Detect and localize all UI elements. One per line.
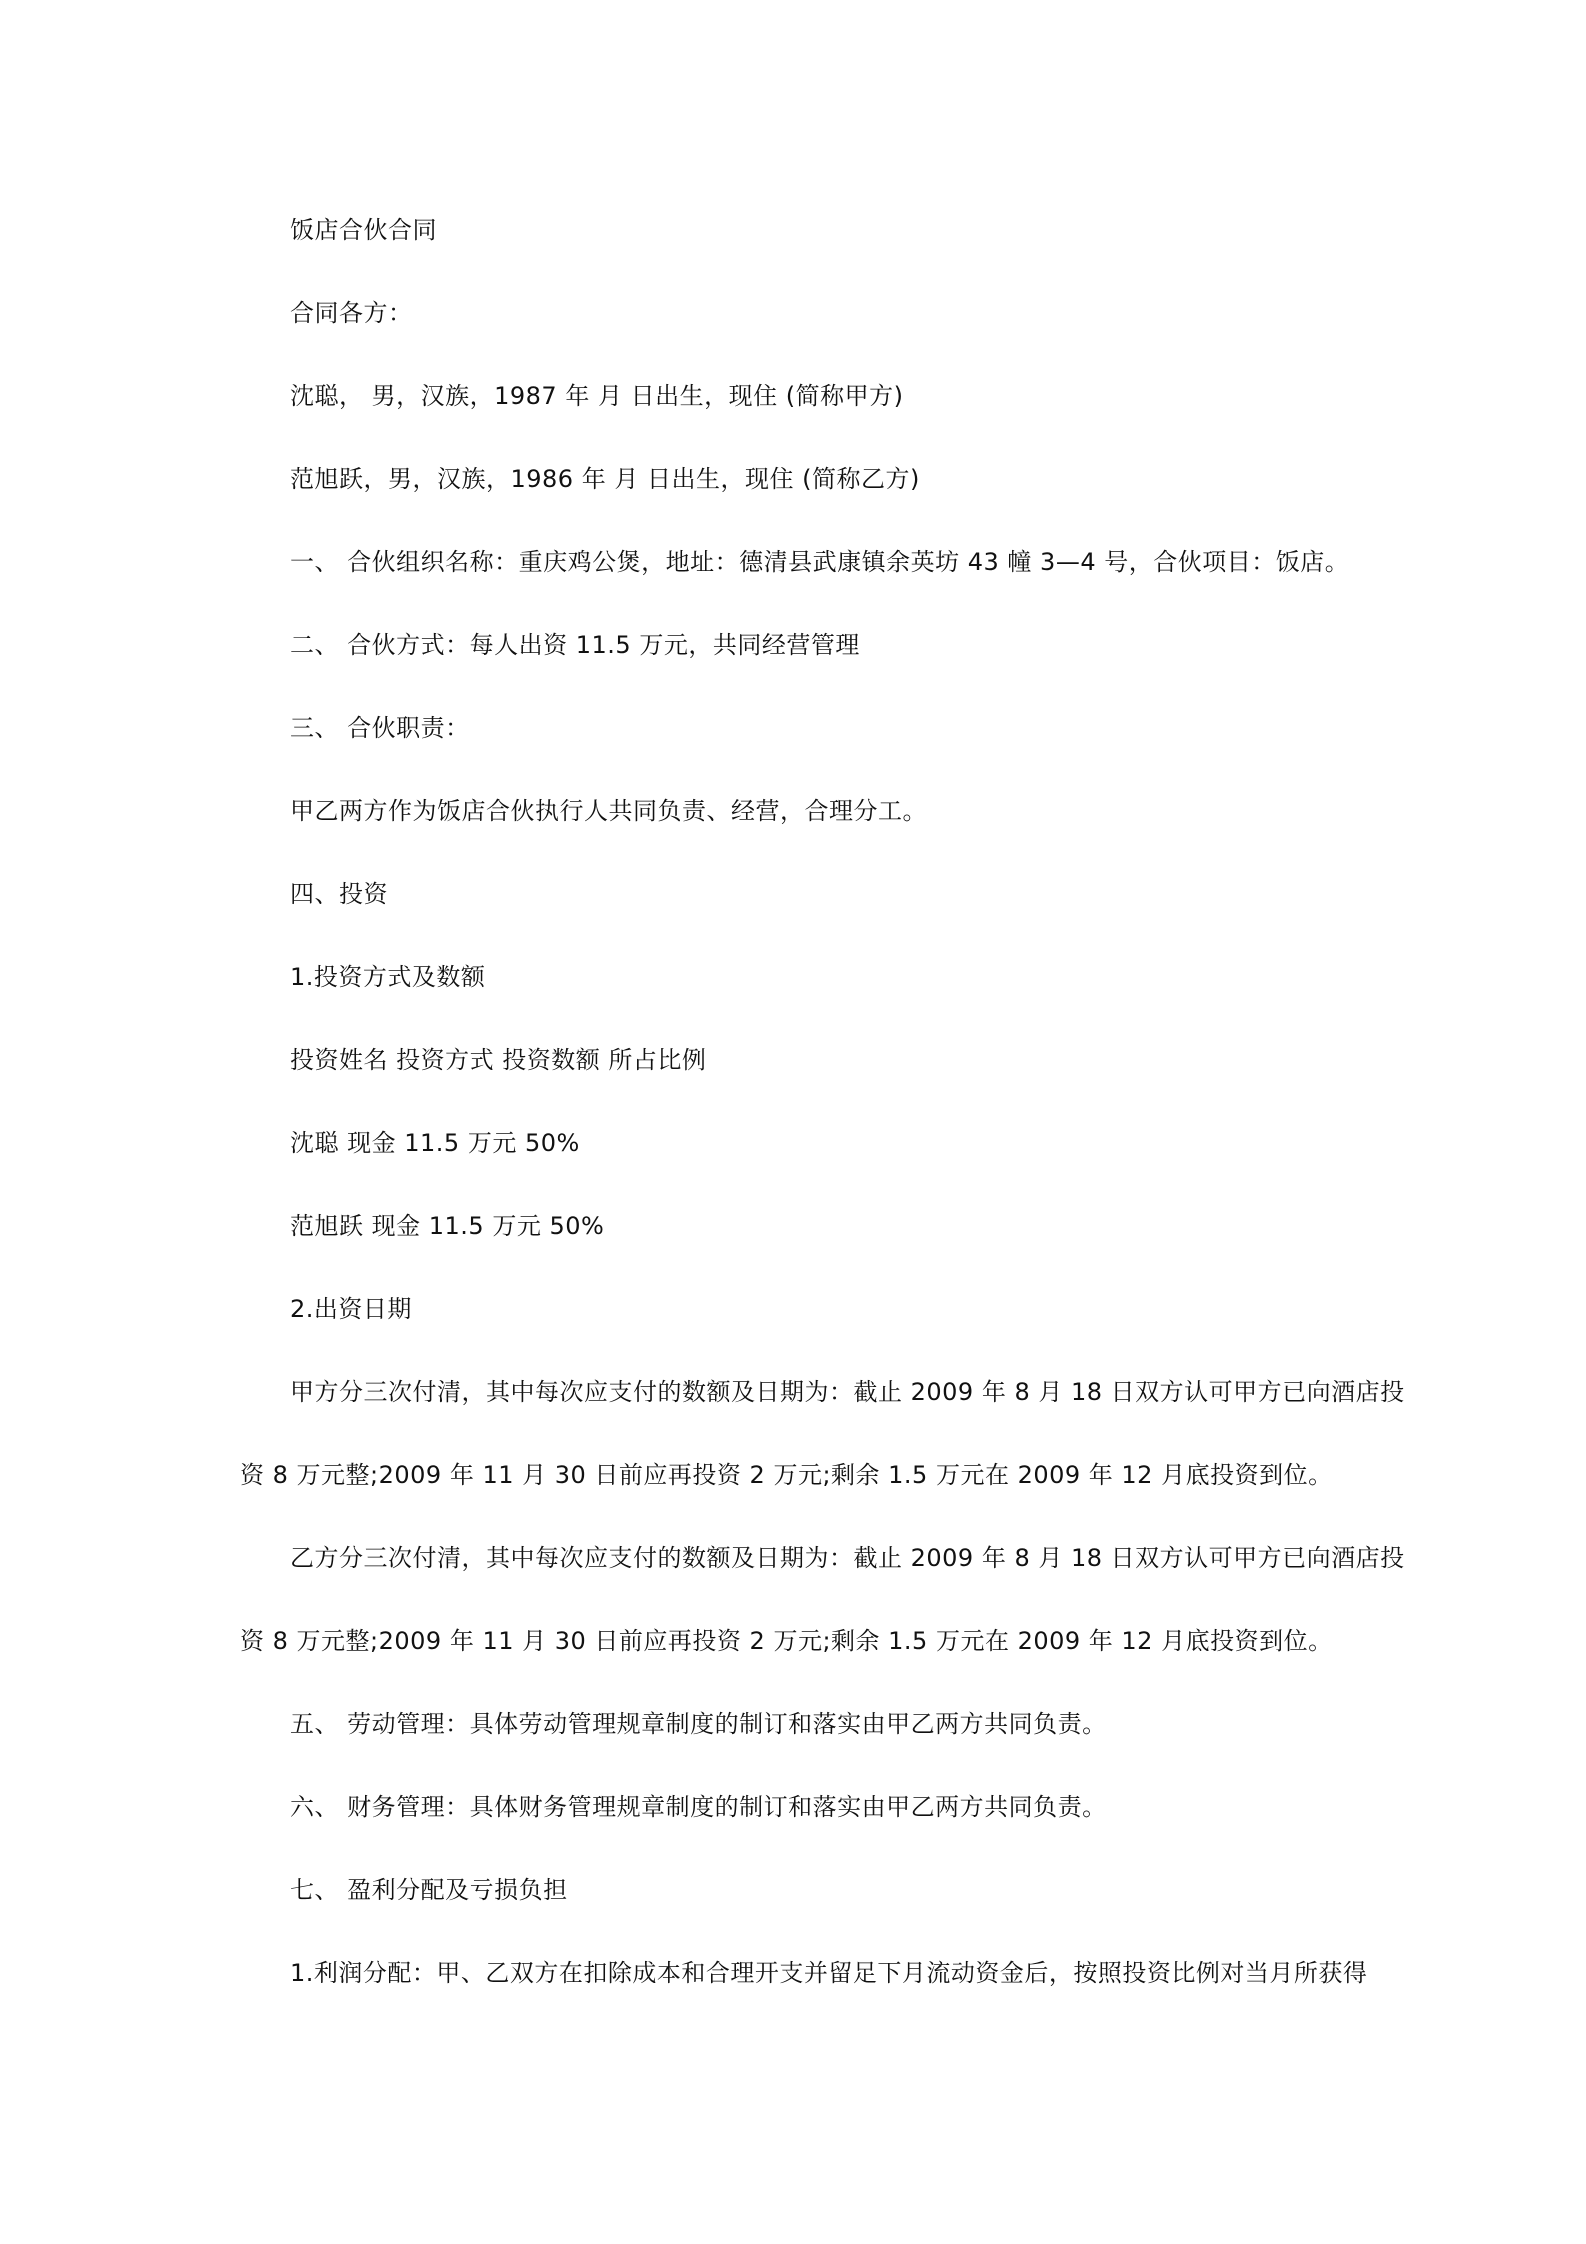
clause-5-labor: 五、 劳动管理：具体劳动管理规章制度的制订和落实由甲乙两方共同负责。 — [290, 1710, 1107, 1738]
clause-7-heading: 七、 盈利分配及亏损负担 — [290, 1876, 568, 1904]
party-a-payment-line-1: 甲方分三次付清，其中每次应支付的数额及日期为：截止 2009 年 8 月 18 日双方认可甲方已向酒店投 — [290, 1378, 1405, 1406]
investment-row-fan: 范旭跃 现金 11.5 万元 50% — [290, 1212, 605, 1240]
clause-2-partnership-mode: 二、 合伙方式：每人出资 11.5 万元，共同经营管理 — [290, 631, 860, 659]
clause-3-body: 甲乙两方作为饭店合伙执行人共同负责、经营，合理分工。 — [290, 797, 927, 825]
parties-heading: 合同各方： — [290, 299, 413, 327]
party-a-line: 沈聪， 男，汉族，1987 年 月 日出生，现住 (简称甲方) — [290, 382, 904, 410]
party-a-payment-line-2: 资 8 万元整;2009 年 11 月 30 日前应再投资 2 万元;剩余 1.5 万元在 2009 年 12 月底投资到位。 — [240, 1461, 1333, 1489]
clause-6-finance: 六、 财务管理：具体财务管理规章制度的制订和落实由甲乙两方共同负责。 — [290, 1793, 1107, 1821]
party-b-payment-line-2: 资 8 万元整;2009 年 11 月 30 日前应再投资 2 万元;剩余 1.5 万元在 2009 年 12 月底投资到位。 — [240, 1627, 1333, 1655]
party-b-line: 范旭跃，男，汉族，1986 年 月 日出生，现住 (简称乙方) — [290, 465, 920, 493]
profit-distribution-line: 1.利润分配：甲、乙双方在扣除成本和合理开支并留足下月流动资金后，按照投资比例对当月所获得 — [290, 1959, 1368, 1987]
contribution-date-subheading: 2.出资日期 — [290, 1295, 412, 1323]
clause-4-heading: 四、投资 — [290, 880, 388, 908]
investment-table-header: 投资姓名 投资方式 投资数额 所占比例 — [290, 1046, 707, 1074]
clause-3-heading: 三、 合伙职责： — [290, 714, 470, 742]
investment-subheading: 1.投资方式及数额 — [290, 963, 486, 991]
party-b-payment-line-1: 乙方分三次付清，其中每次应支付的数额及日期为：截止 2009 年 8 月 18 日双方认可甲方已向酒店投 — [290, 1544, 1405, 1572]
contract-title: 饭店合伙合同 — [290, 216, 437, 244]
investment-row-shen: 沈聪 现金 11.5 万元 50% — [290, 1129, 580, 1157]
clause-1-organization: 一、 合伙组织名称：重庆鸡公煲，地址：德清县武康镇余英坊 43 幢 3—4 号，合伙项目：饭店。 — [290, 548, 1350, 576]
